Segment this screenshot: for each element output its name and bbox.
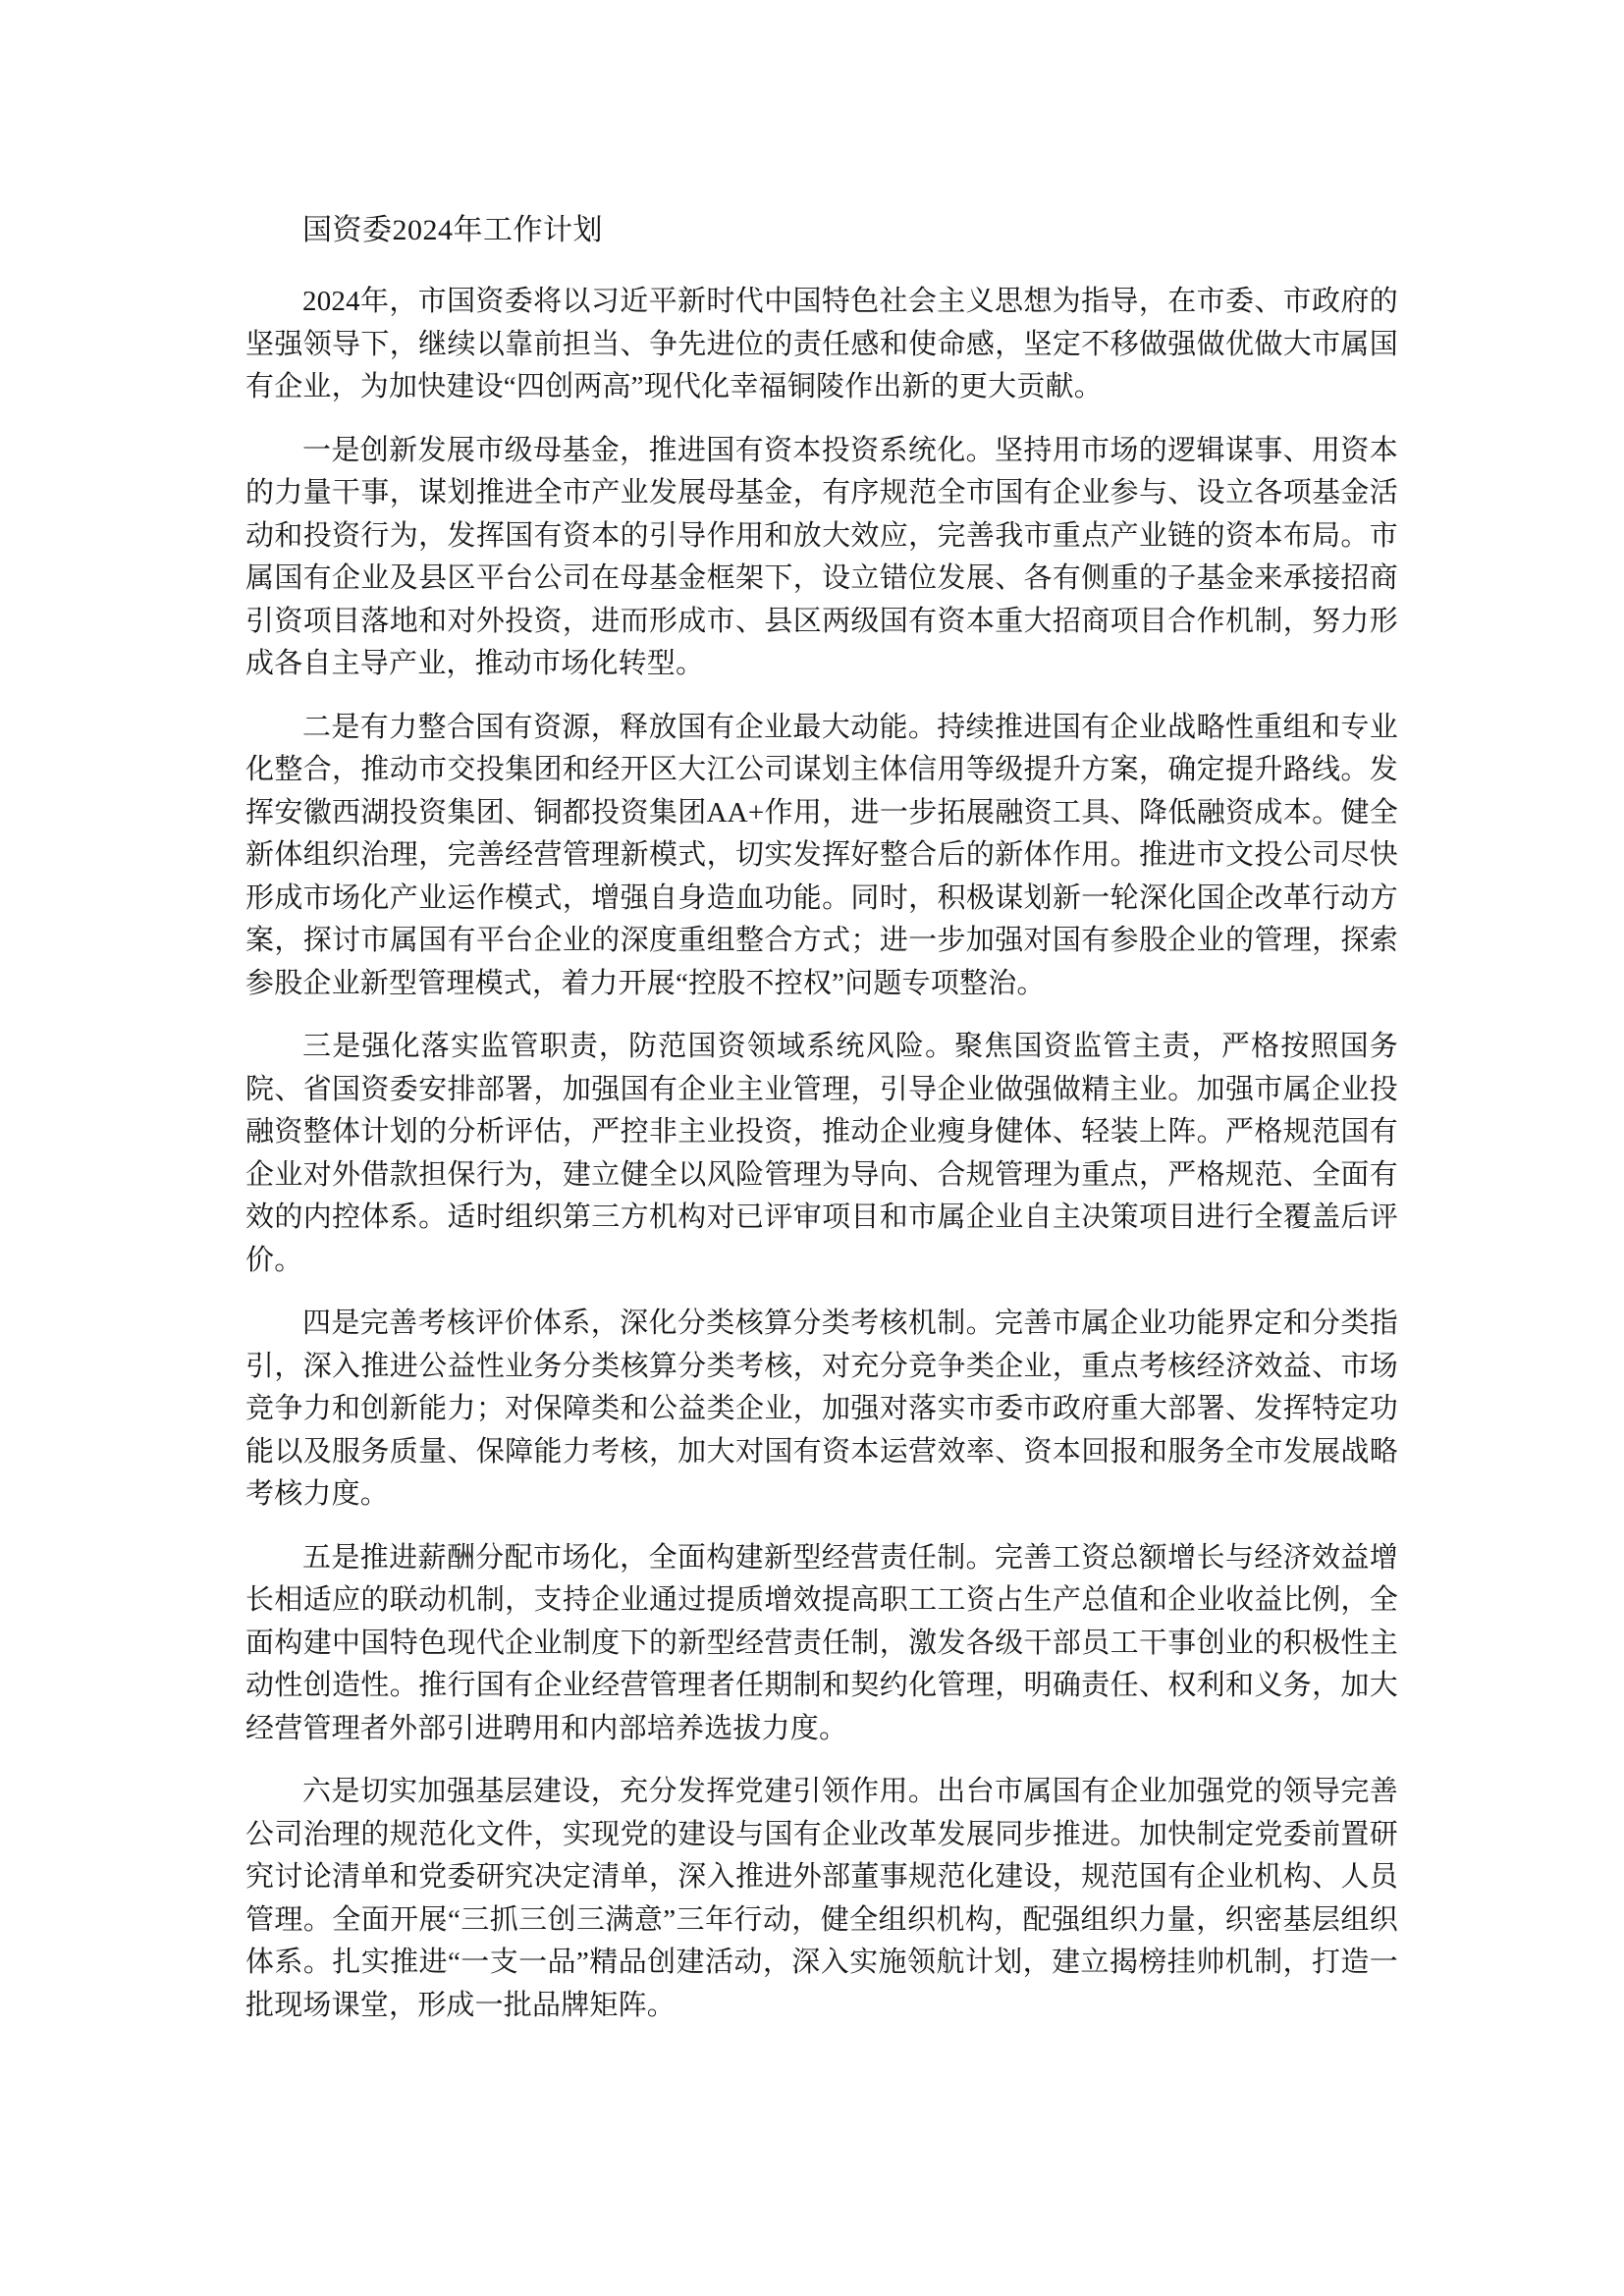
paragraph-item-2: 二是有力整合国有资源，释放国有企业最大动能。持续推进国有企业战略性重组和专业化整合，推动市交投集团和经开区大江公司谋划主体信用等级提升方案，确定提升路线。发挥安徽西湖投资集团、铜都投资集团AA+作用，进一步拓展融资工具、降低融资成本。健全新体组织治理，完善经营管理新模式，切实发挥好整合后的新体作用。推进市文投公司尽快形成市场化产业运作模式，增强自身造血功能。同时，积极谋划新一轮深化国企改革行动方案，探讨市属国有平台企业的深度重组整合方式；进一步加强对国有参股企业的管理，探索参股企业新型管理模式，着力开展“控股不控权”问题专项整治。 bbox=[245, 711, 1398, 999]
paragraph-item-5: 五是推进薪酬分配市场化，全面构建新型经营责任制。完善工资总额增长与经济效益增长相适应的联动机制，支持企业通过提质增效提高职工工资占生产总值和企业收益比例，全面构建中国特色现代企业制度下的新型经营责任制，激发各级干部员工干事创业的积极性主动性创造性。推行国有企业经营管理者任期制和契约化管理，明确责任、权利和义务，加大经营管理者外部引进聘用和内部培养选拔力度。 bbox=[245, 1541, 1398, 1744]
paragraph-item-4: 四是完善考核评价体系，深化分类核算分类考核机制。完善市属企业功能界定和分类指引，深入推进公益性业务分类核算分类考核，对充分竞争类企业，重点考核经济效益、市场竞争力和创新能力；对保障类和公益类企业，加强对落实市委市政府重大部署、发挥特定功能以及服务质量、保障能力考核，加大对国有资本运营效率、资本回报和服务全市发展战略考核力度。 bbox=[245, 1308, 1398, 1510]
paragraph-item-1: 一是创新发展市级母基金，推进国有资本投资系统化。坚持用市场的逻辑谋事、用资本的力量干事，谋划推进全市产业发展母基金，有序规范全市国有企业参与、设立各项基金活动和投资行为，发挥国有资本的引导作用和放大效应，完善我市重点产业链的资本布局。市属国有企业及县区平台公司在母基金框架下，设立错位发展、各有侧重的子基金来承接招商引资项目落地和对外投资，进而形成市、县区两级国有资本重大招商项目合作机制，努力形成各自主导产业，推动市场化转型。 bbox=[245, 434, 1398, 679]
paragraph-item-3: 三是强化落实监管职责，防范国资领域系统风险。聚焦国资监管主责，严格按照国务院、省国资委安排部署，加强国有企业主业管理，引导企业做强做精主业。加强市属企业投融资整体计划的分析评估，严控非主业投资，推动企业瘦身健体、轻装上阵。严格规范国有企业对外借款担保行为，建立健全以风险管理为导向、合规管理为重点，严格规范、全面有效的内控体系。适时组织第三方机构对已评审项目和市属企业自主决策项目进行全覆盖后评价。 bbox=[245, 1031, 1398, 1276]
paragraph-intro: 2024年，市国资委将以习近平新时代中国特色社会主义思想为指导，在市委、市政府的坚强领导下，继续以靠前担当、争先进位的责任感和使命感，坚定不移做强做优做大市属国有企业，为加快建设“四创两高”现代化幸福铜陵作出新的更大贡献。 bbox=[245, 286, 1398, 402]
document-title: 国资委2024年工作计划 bbox=[302, 214, 603, 246]
paragraph-item-6: 六是切实加强基层建设，充分发挥党建引领作用。出台市属国有企业加强党的领导完善公司治理的规范化文件，实现党的建设与国有企业改革发展同步推进。加快制定党委前置研究讨论清单和党委研究决定清单，深入推进外部董事规范化建设，规范国有企业机构、人员管理。全面开展“三抓三创三满意”三年行动，健全组织机构，配强组织力量，织密基层组织体系。扎实推进“一支一品”精品创建活动，深入实施领航计划，建立揭榜挂帅机制，打造一批现场课堂，形成一批品牌矩阵。 bbox=[245, 1776, 1398, 2021]
